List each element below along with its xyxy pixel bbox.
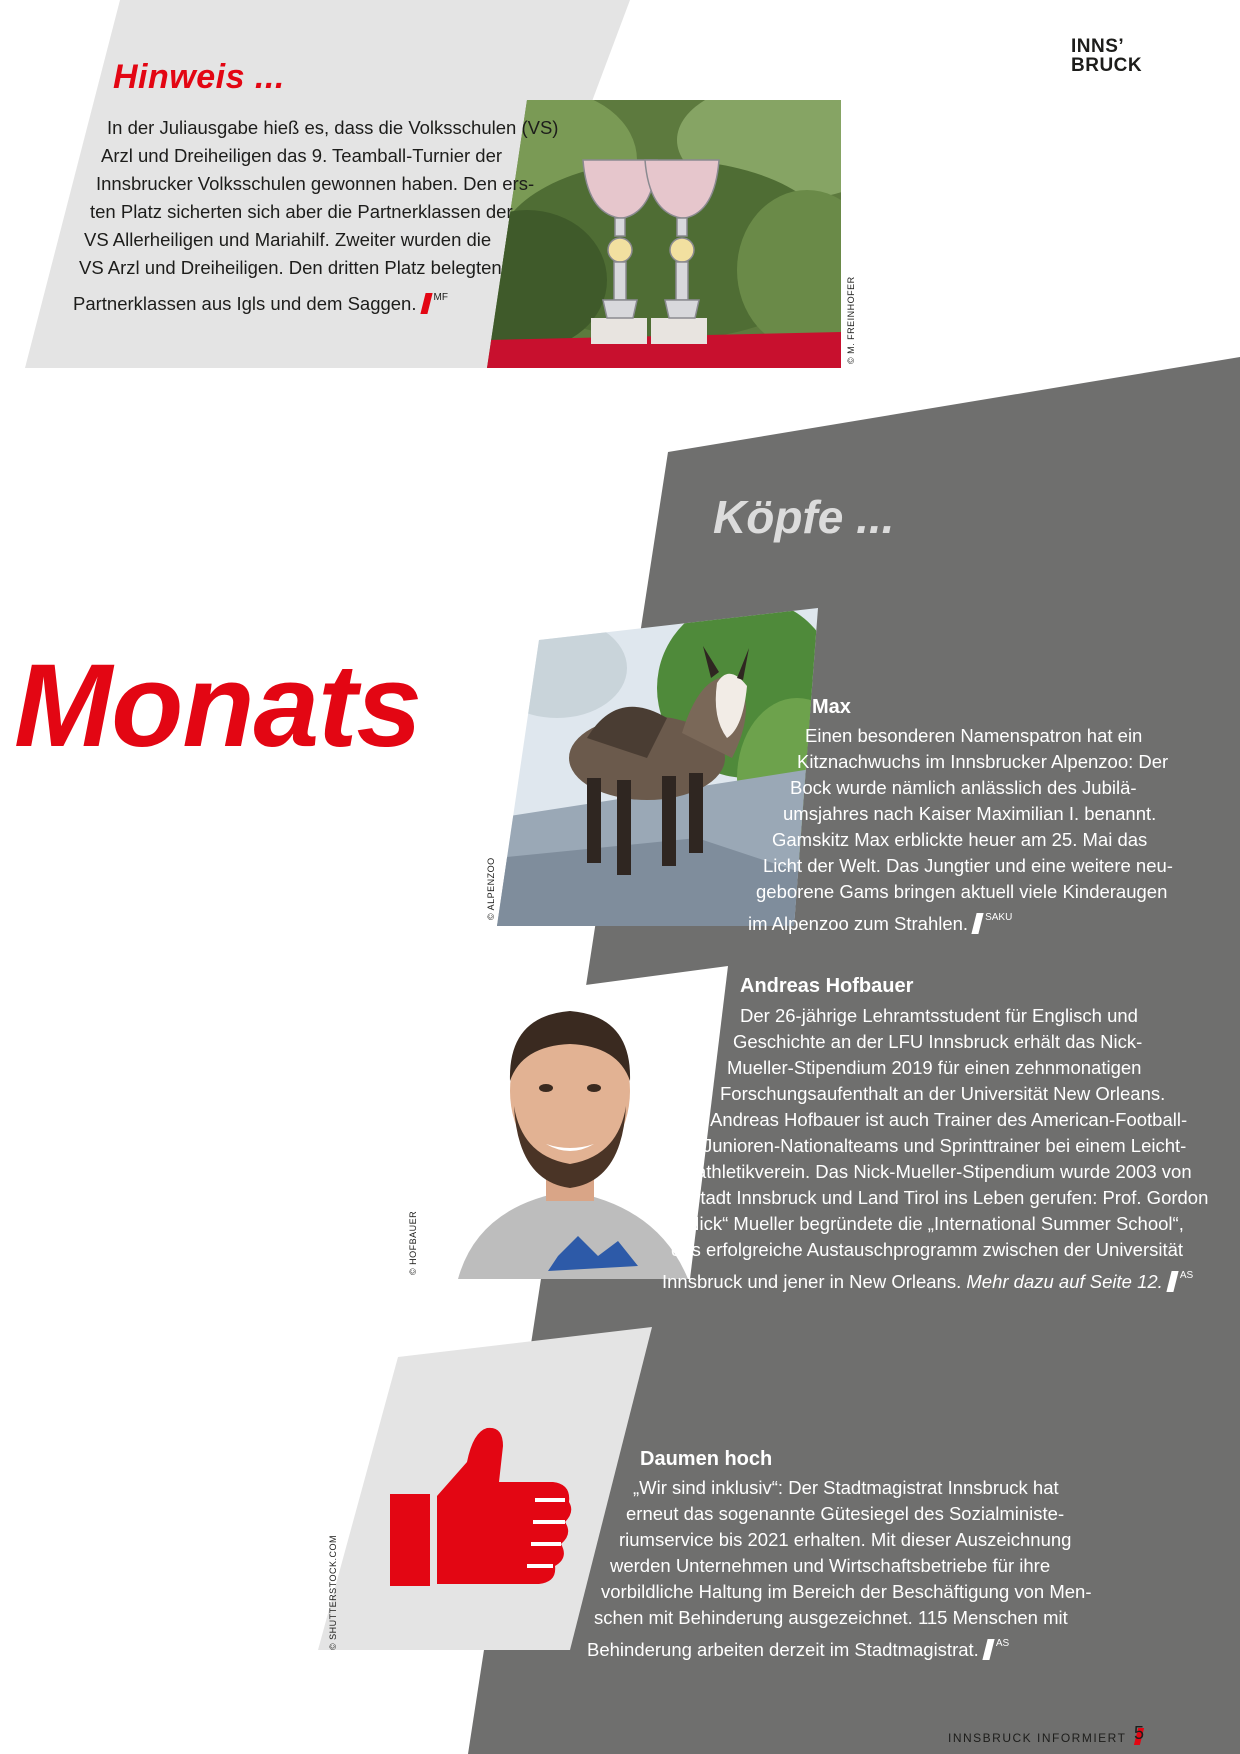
andreas-line: Stadt Innsbruck und Land Tirol ins Leben gerufen: Prof. Gordon [688, 1187, 1209, 1208]
daumen-line: „Wir sind inklusiv“: Der Stadtmagistrat Innsbruck hat [633, 1477, 1059, 1498]
max-line: Einen besonderen Namenspatron hat ein [805, 725, 1143, 746]
thumbs-photo-credit: © SHUTTERSTOCK.COM [328, 1535, 338, 1650]
innsbruck-logo [1071, 37, 1142, 75]
portrait-photo-credit: © HOFBAUER [408, 1210, 418, 1275]
footer [948, 1728, 1154, 1745]
daumen-line: vorbildliche Haltung im Bereich der Beschäftigung von Men- [601, 1581, 1092, 1602]
hinweis-line: Partnerklassen aus Igls und dem Saggen. [73, 293, 417, 314]
daumen-line: werden Unternehmen und Wirtschaftsbetriebe für ihre [610, 1555, 1051, 1576]
slash-marker [982, 1639, 994, 1660]
andreas-line: athletikverein. Das Nick-Mueller-Stipendium wurde 2003 von [696, 1161, 1192, 1182]
slash-marker [420, 293, 432, 314]
slash-marker [971, 913, 983, 934]
andreas-author: AS [1179, 1270, 1194, 1281]
max-line: umsjahres nach Kaiser Maximilian I. benannt. [783, 803, 1157, 824]
andreas-line: Mueller-Stipendium 2019 für einen zehnmonatigen [727, 1057, 1142, 1078]
daumen-line-last [587, 1631, 1009, 1663]
hinweis-title: Hinweis ... [113, 58, 285, 96]
andreas-line: Der 26-jährige Lehramtsstudent für Englisch und [740, 1005, 1138, 1026]
daumen-line: schen mit Behinderung ausgezeichnet. 115 Menschen mit [594, 1607, 1068, 1628]
koepfe-title: Köpfe ... [713, 491, 895, 543]
logo-line2: BRUCK [1071, 55, 1143, 76]
hinweis-line: VS Arzl und Dreiheiligen. Den dritten Platz belegten [79, 257, 502, 278]
max-line: geborene Gams bringen aktuell viele Kinderaugen [756, 881, 1168, 902]
andreas-line: Andreas Hofbauer ist auch Trainer des American-Football- [710, 1109, 1188, 1130]
andreas-line: Forschungsaufenthalt an der Universität New Orleans. [720, 1083, 1166, 1104]
daumen-line: Behinderung arbeiten derzeit im Stadtmagistrat. [587, 1639, 979, 1660]
daumen-heading: Daumen hoch [640, 1448, 773, 1470]
max-line-last [748, 905, 1012, 937]
daumen-line: riumservice bis 2021 erhalten. Mit dieser Auszeichnung [619, 1529, 1072, 1550]
more-link[interactable]: Mehr dazu auf Seite 12. [966, 1271, 1163, 1292]
hinweis-line-last [73, 284, 448, 318]
hinweis-line: In der Juliausgabe hieß es, dass die Volksschulen (VS) [107, 117, 559, 138]
trophy-photo-credit: © M. FREINHOFER [846, 276, 856, 364]
andreas-line: „Nick“ Mueller begründete die „International Summer School“, [680, 1213, 1184, 1234]
andreas-line: Innsbruck und jener in New Orleans. [662, 1271, 962, 1292]
page-number: 5 [1134, 1723, 1145, 1743]
footer-publication: INNSBRUCK INFORMIERT [948, 1731, 1127, 1745]
hinweis-line: VS Allerheiligen und Mariahilf. Zweiter wurden die [84, 229, 492, 250]
max-line: Gamskitz Max erblickte heuer am 25. Mai das [772, 829, 1148, 850]
daumen-line: erneut das sogenannte Gütesiegel des Sozialministe- [626, 1503, 1065, 1524]
andreas-line: Junioren-Nationalteams und Sprinttrainer bei einem Leicht- [703, 1135, 1187, 1156]
max-line: Kitznachwuchs im Innsbrucker Alpenzoo: Der [797, 751, 1169, 772]
hinweis-author: MF [433, 292, 448, 303]
max-heading: Max [812, 696, 851, 718]
max-author: SAKU [985, 912, 1013, 923]
andreas-line: Geschichte an der LFU Innsbruck erhält das Nick- [733, 1031, 1143, 1052]
hinweis-line: ten Platz sicherten sich aber die Partnerklassen der [90, 201, 513, 222]
andreas-line: das erfolgreiche Austauschprogramm zwischen der Universität [671, 1239, 1184, 1260]
andreas-heading: Andreas Hofbauer [740, 975, 914, 997]
thumbs-up-icon [385, 1424, 575, 1594]
max-line: Bock wurde nämlich anlässlich des Jubilä- [790, 777, 1137, 798]
andreas-line-last [662, 1263, 1193, 1295]
logo-line1: INNS’ [1071, 36, 1125, 57]
hinweis-line: Innsbrucker Volksschulen gewonnen haben. Den ers- [96, 173, 535, 194]
slash-marker [1166, 1271, 1178, 1292]
daumen-author: AS [995, 1638, 1010, 1649]
max-line: Licht der Welt. Das Jungtier und eine weitere neu- [763, 855, 1173, 876]
chamois-photo-credit: © ALPENZOO [486, 857, 496, 920]
max-line: im Alpenzoo zum Strahlen. [748, 913, 969, 934]
hinweis-line: Arzl und Dreiheiligen das 9. Teamball-Turnier der [101, 145, 503, 166]
monats-title: Monats [14, 640, 421, 772]
